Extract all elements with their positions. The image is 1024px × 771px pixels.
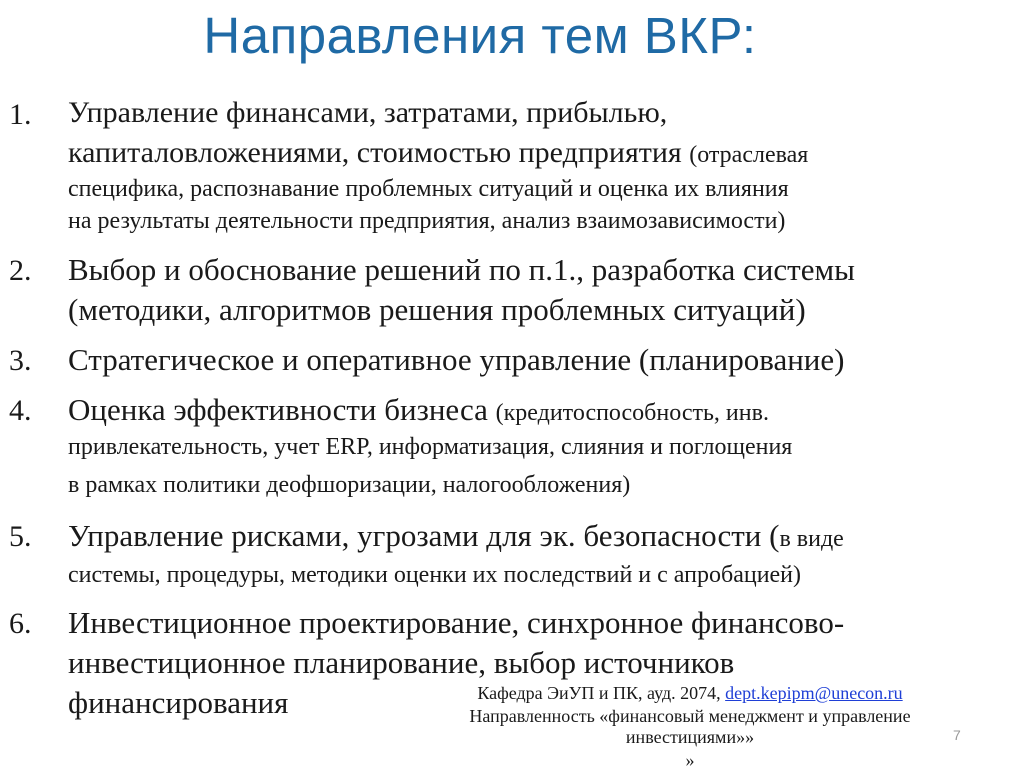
item-line [68, 605, 844, 641]
item-text: (методики, алгоритмов решения проблемных ситуаций) [68, 292, 806, 327]
footer-quote-mark [640, 750, 740, 771]
item-line [68, 96, 667, 130]
footer-specialization-text: Направленность «финансовый менеджмент и управление [469, 706, 911, 726]
slide-number: 7 [953, 727, 961, 743]
item-detail-text: в виде [779, 526, 844, 552]
footer-specialization-cont [410, 727, 970, 748]
item-detail-text: на результаты деятельности предприятия, анализ взаимозависимости) [68, 208, 786, 234]
item-number: 6. [9, 607, 32, 640]
footer-specialization [410, 706, 970, 727]
item-text: Стратегическое и оперативное управление (планирование) [68, 342, 845, 377]
item-detail-line [68, 176, 789, 203]
item-line [68, 518, 844, 554]
item-detail-line [68, 208, 785, 235]
footer-specialization-text: инвестициями»» [625, 727, 755, 747]
item-detail-text: в рамках политики деофшоризации, налогообложения) [68, 472, 631, 498]
item-text: Инвестиционное проектирование, синхронное финансово- [68, 605, 845, 640]
item-number: 2. [9, 254, 32, 287]
email-link[interactable]: dept.kepipm@unecon.ru [725, 683, 903, 703]
item-detail-line [68, 562, 801, 589]
item-line [68, 645, 734, 681]
footer-department [410, 683, 970, 704]
item-text: инвестиционное планирование, выбор источников [68, 645, 735, 680]
item-number: 1. [9, 98, 32, 131]
item-line [68, 252, 855, 288]
footer-quote-text: » [685, 750, 695, 770]
slide-title: Направления тем ВКР: [203, 7, 757, 64]
item-detail-text: (отраслевая [689, 142, 809, 168]
item-text: Выбор и обоснование решений по п.1., разработка системы [68, 252, 855, 287]
item-detail-text: (кредитоспособность, инв. [495, 400, 769, 426]
item-text: финансирования [68, 685, 289, 720]
item-line [68, 292, 806, 328]
item-detail-text: системы, процедуры, методики оценки их последствий и с апробацией) [68, 562, 802, 588]
item-number: 3. [9, 344, 32, 377]
item-text: Управление финансами, затратами, прибылью, [68, 96, 668, 129]
item-detail-text: привлекательность, учет ERP, информатизация, слияния и поглощения [68, 434, 793, 460]
item-text: Оценка эффективности бизнеса [68, 392, 496, 427]
item-text: капиталовложениями, стоимостью предприятия [68, 136, 690, 169]
item-line [68, 136, 808, 170]
item-detail-text: специфика, распознавание проблемных ситуаций и оценка их влияния [68, 176, 789, 202]
item-detail-line [68, 434, 792, 461]
item-line [68, 392, 769, 428]
item-line [68, 685, 288, 721]
item-text: Управление рисками, угрозами для эк. безопасности ( [68, 518, 780, 553]
item-number: 4. [9, 394, 32, 427]
item-detail-line [68, 472, 630, 499]
item-number: 5. [9, 520, 32, 553]
item-line [68, 342, 844, 378]
footer-department-text: Кафедра ЭиУП и ПК, ауд. 2074, [477, 683, 726, 703]
